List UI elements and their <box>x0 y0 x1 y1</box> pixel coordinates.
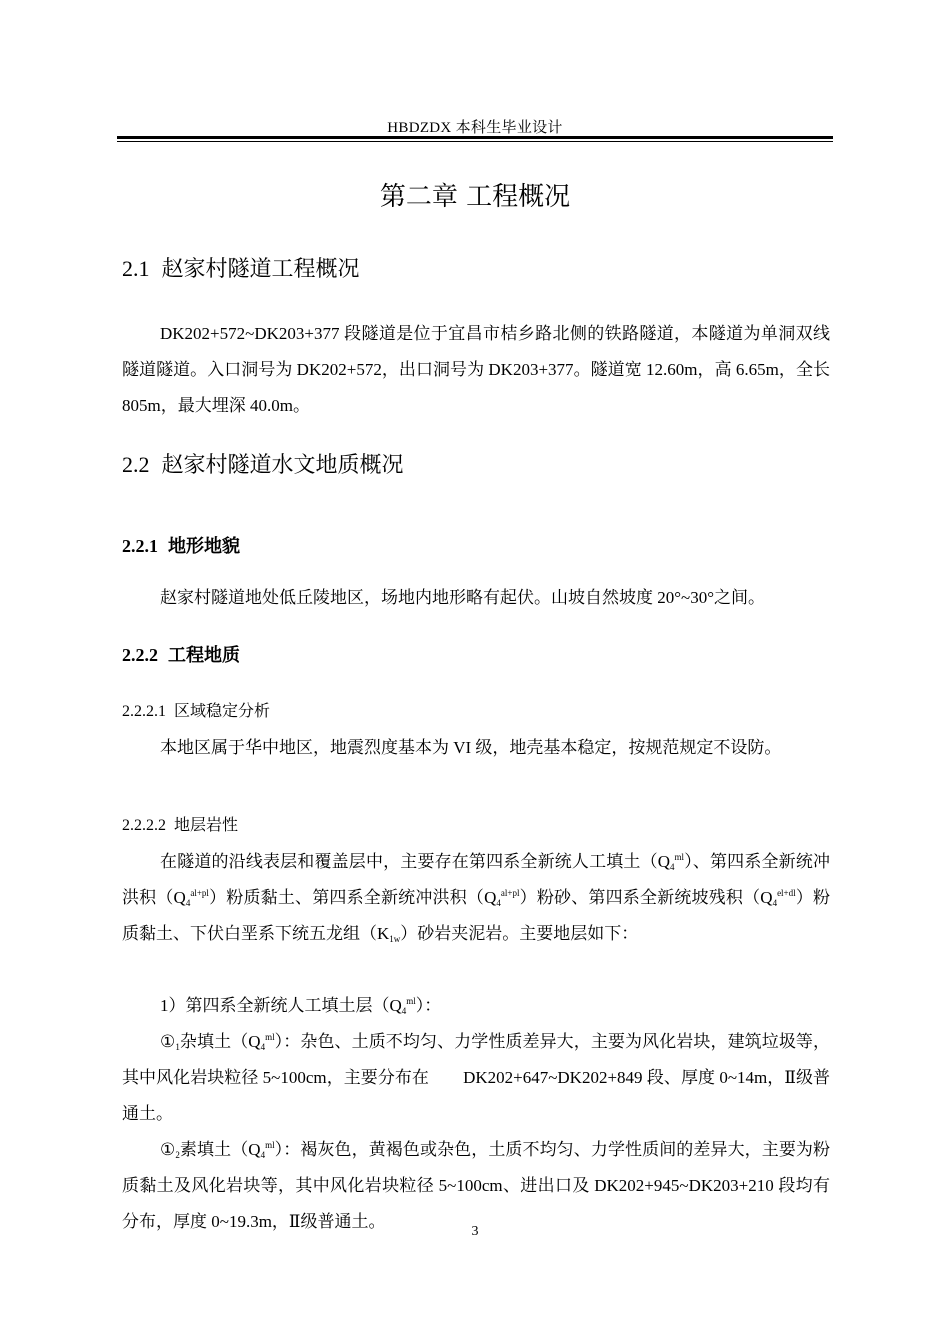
text-run: 素填土（Q <box>179 1140 261 1159</box>
section-heading-2-1 <box>122 252 360 283</box>
subscript: 4 <box>260 1150 266 1160</box>
superscript: al+pl <box>190 888 209 898</box>
running-header: HBDZDX 本科生毕业设计 <box>387 120 563 136</box>
circled-number: ① <box>160 1032 176 1051</box>
section-title: 赵家村隧道水文地质概况 <box>161 453 404 478</box>
subsubsection-heading-2-2-2-2 <box>122 812 238 835</box>
superscript: ml <box>265 1140 275 1150</box>
page-number: 3 <box>471 1224 479 1239</box>
text-run: ）、第四系全新统冲洪积（Q <box>122 852 831 907</box>
chapter-title: 第二章 工程概况 <box>379 182 571 212</box>
subsection-heading-2-2-1 <box>122 532 240 558</box>
superscript: ml <box>406 996 416 1006</box>
header-rule-thin <box>117 141 833 142</box>
text-run: ）粉质黏土、第四系全新统冲洪积（Q <box>208 888 497 907</box>
paragraph-tunnel-overview: DK202+572~DK203+377 段隧道是位于宜昌市桔乡路北侧的铁路隧道，本隧道为单洞双线隧道隧道。入口洞号为 DK202+572，出口洞号为 DK203+377。隧道宽 12.60m，高 6.65m，全长 805m，最大埋深 40.0m。 <box>122 324 830 415</box>
subsection-number: 2.2.2 <box>122 645 158 665</box>
subsection-title: 工程地质 <box>168 645 240 666</box>
text-run: ）粉质黏土、下伏白垩系下统五龙组（K <box>122 888 831 943</box>
paragraph-stratigraphy <box>122 844 830 952</box>
text-run: ）粉砂、第四系全新统坡残积（Q <box>519 888 773 907</box>
subsection-heading-2-2-2 <box>122 641 240 667</box>
section-title: 赵家村隧道工程概况 <box>161 257 360 282</box>
paragraph-miscellaneous-fill <box>122 1024 830 1132</box>
subscript: 4 <box>670 862 675 872</box>
section-number: 2.2 <box>122 452 150 477</box>
paragraph-topography: 赵家村隧道地处低丘陵地区，场地内地形略有起伏。山坡自然坡度 20°~30°之间。 <box>160 588 766 607</box>
subscript: 4 <box>260 1042 266 1052</box>
text-run: ）：褐灰色，黄褐色或杂色，土质不均匀、力学性质间的差异大，主要为粉质黏土及风化岩块等，其中风化岩块粒径 5~100cm、进出口及 DK202+945~DK203+210 段均有分布，厚度 0~19.3m，Ⅱ级普通土。 <box>122 1140 831 1231</box>
subsubsection-heading-2-2-2-1 <box>122 698 270 721</box>
subscript: 4 <box>401 1006 407 1016</box>
paragraph-regional-stability: 本地区属于华中地区，地震烈度基本为 VI 级，地壳基本稳定，按规范规定不设防。 <box>160 738 782 757</box>
superscript: ml <box>265 1032 275 1042</box>
subsubsection-number: 2.2.2.1 <box>122 703 166 720</box>
text-run: 1）第四系全新统人工填土层（Q <box>160 996 402 1015</box>
subscript: 4 <box>496 898 501 908</box>
superscript: el+dl <box>777 888 796 898</box>
section-number: 2.1 <box>122 256 150 281</box>
subsection-title: 地形地貌 <box>168 536 240 557</box>
circled-number: ① <box>160 1140 176 1159</box>
section-heading-2-2 <box>122 448 404 479</box>
subscript: 1w <box>389 934 401 944</box>
subscript: 2 <box>175 1150 180 1160</box>
text-run: ）：杂色、土质不均匀、力学性质差异大，主要为风化岩块，建筑垃圾等，其中风化岩块粒径 5~100cm，主要分布在 DK202+647~DK202+849 段、厚度 0~14m，Ⅱ级普通土。 <box>122 1032 831 1123</box>
subscript: 4 <box>772 898 778 908</box>
paragraph-fill-layer <box>122 988 830 1024</box>
subsubsection-title: 地层岩性 <box>174 817 239 834</box>
superscript: ml <box>674 852 685 862</box>
text-run: 杂填土（Q <box>179 1032 261 1051</box>
subsection-number: 2.2.1 <box>122 536 158 556</box>
text-run: 在隧道的沿线表层和覆盖层中，主要存在第四系全新统人工填土（Q <box>160 852 671 871</box>
text-run: ）： <box>415 996 442 1015</box>
header-rule-thick <box>117 136 833 139</box>
subsubsection-title: 区域稳定分析 <box>174 703 271 720</box>
subsubsection-number: 2.2.2.2 <box>122 817 166 834</box>
subscript: 4 <box>185 898 191 908</box>
subscript: 1 <box>175 1042 180 1052</box>
superscript: al+pl <box>500 888 520 898</box>
text-run: ）砂岩夹泥岩。主要地层如下： <box>400 924 639 943</box>
